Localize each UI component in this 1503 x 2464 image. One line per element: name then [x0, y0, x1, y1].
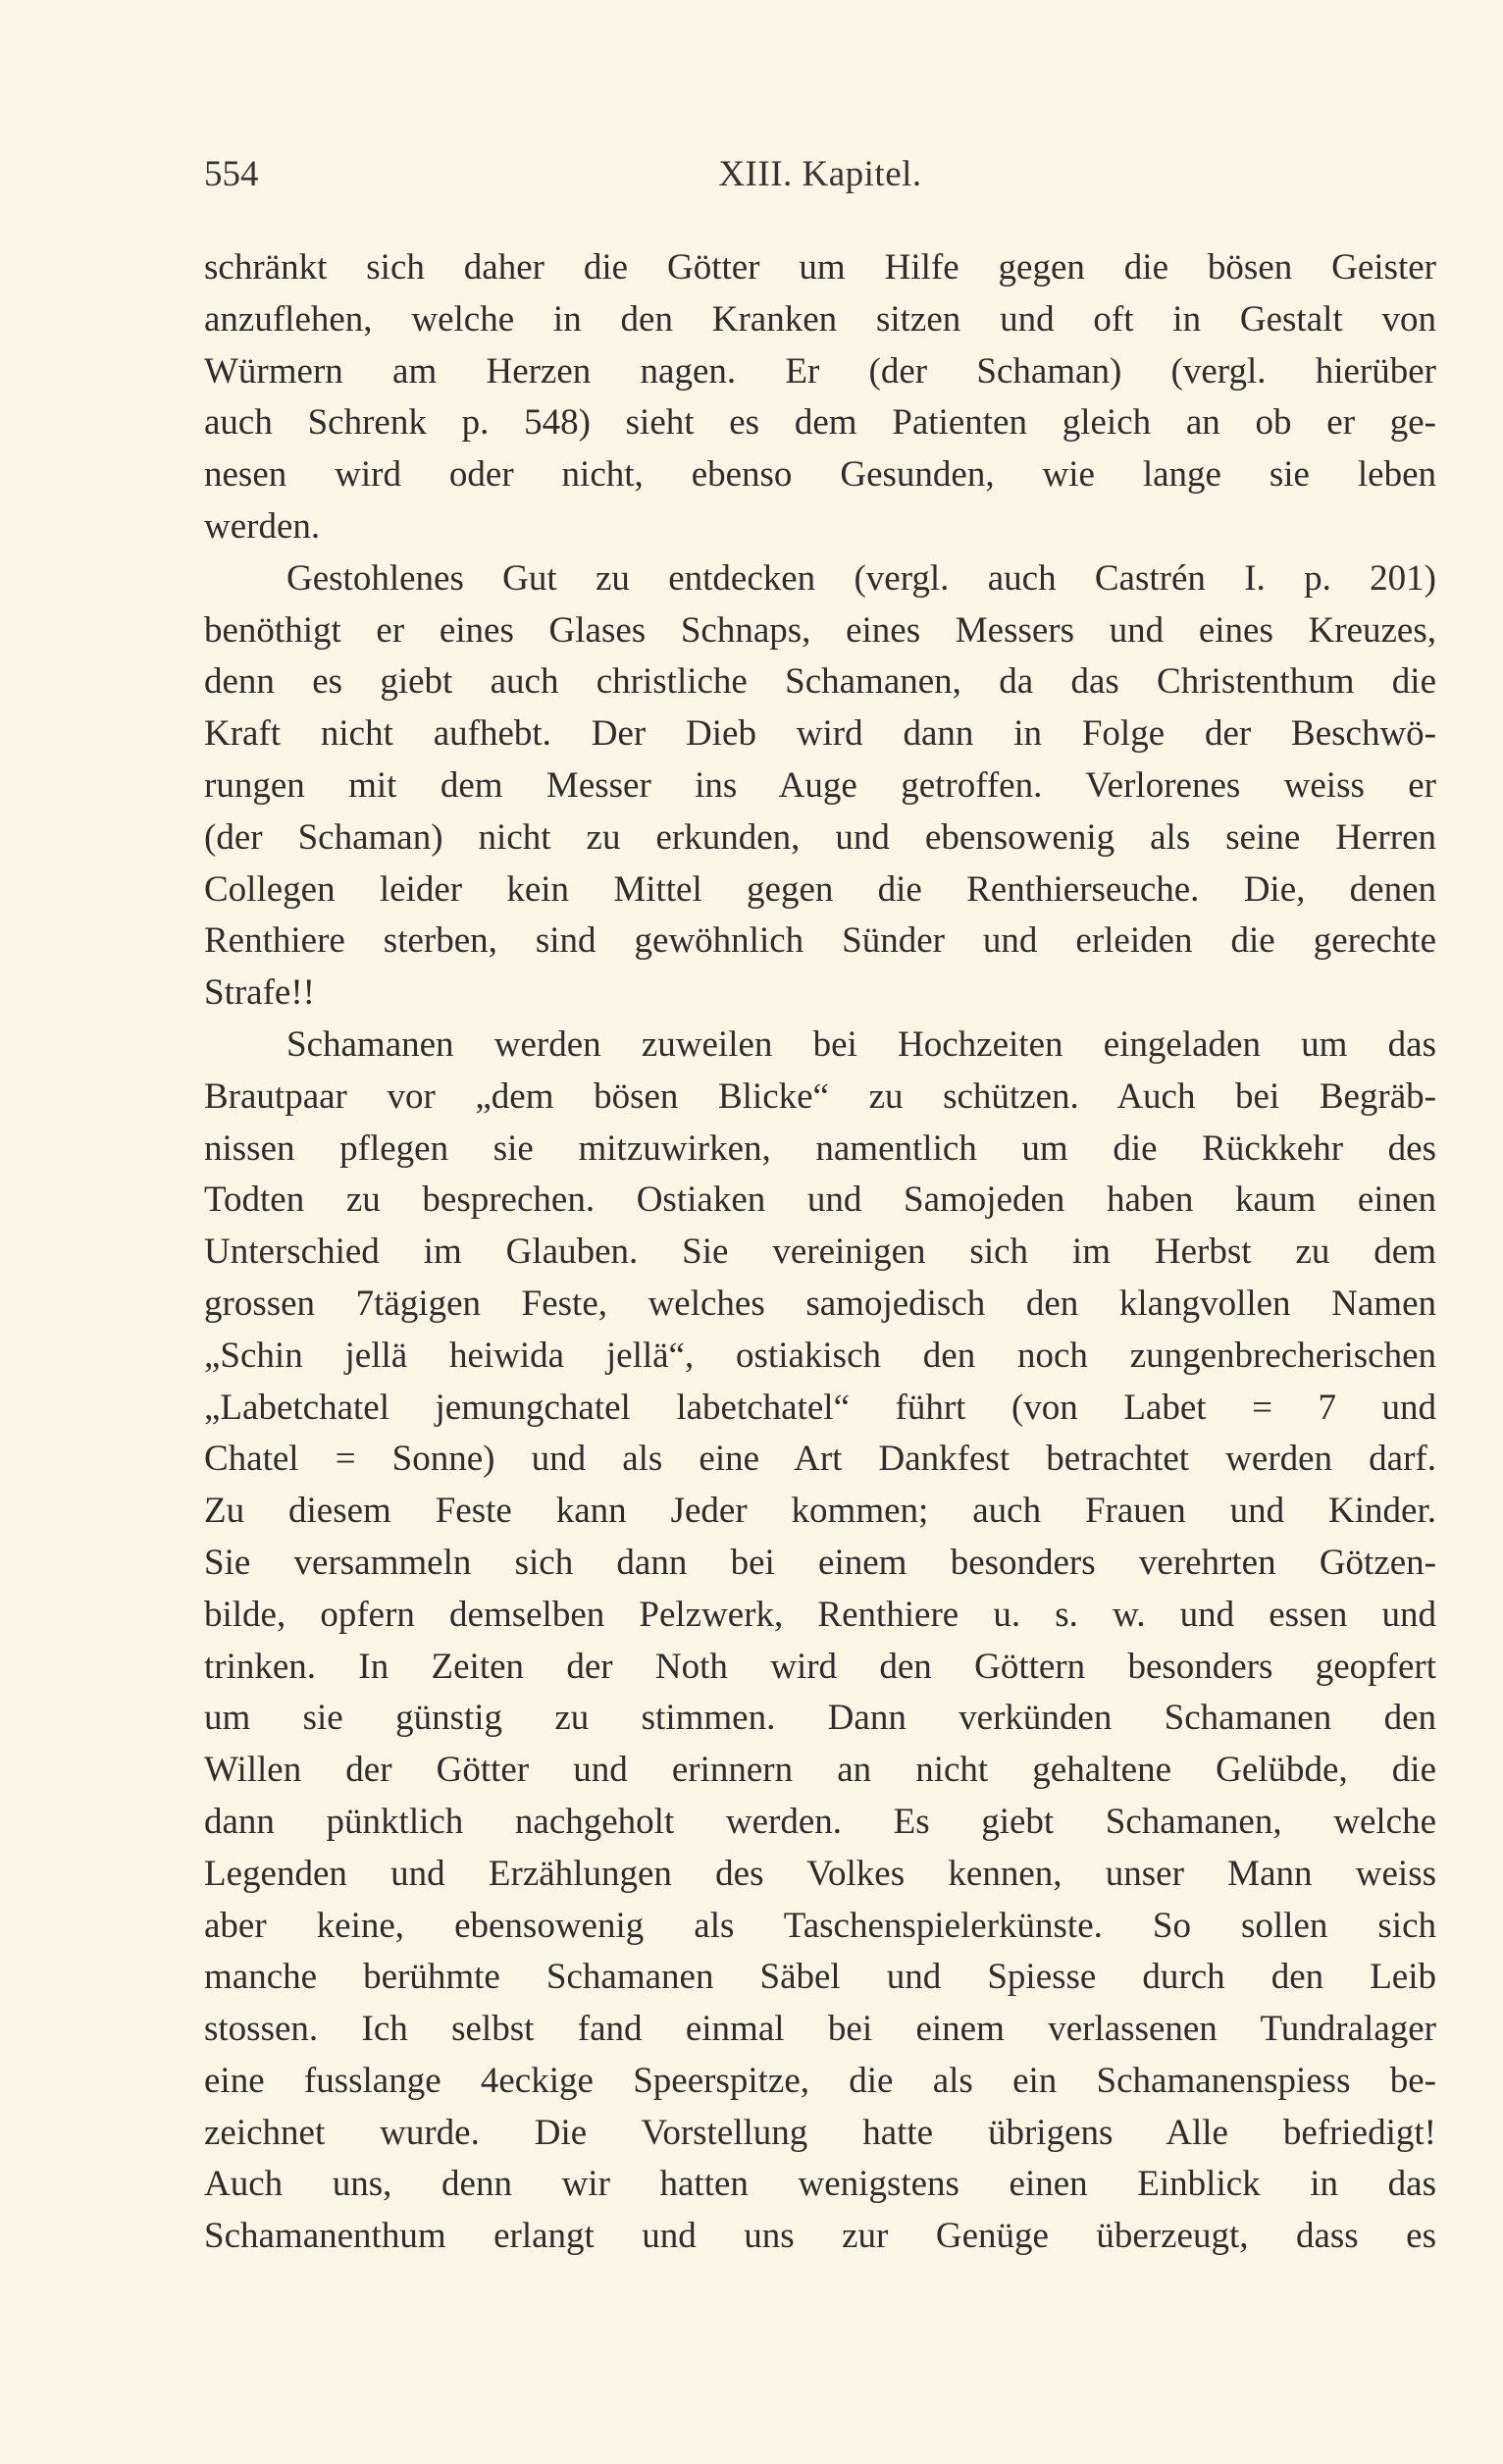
text-line: Willen der Götter und erinnern an nicht gehaltene Gelübde, die — [204, 1750, 1436, 1791]
text-line: werden. — [204, 505, 321, 547]
text-line: benöthigt er eines Glases Schnaps, eines Messers und eines Kreuzes, — [204, 609, 1436, 651]
text-line: rungen mit dem Messer ins Auge getroffen. Verlorenes weiss er — [204, 764, 1436, 806]
text-line: nissen pflegen sie mitzuwirken, namentlich um die Rückkehr des — [204, 1127, 1436, 1169]
text-line: nesen wird oder nicht, ebenso Gesunden, wie lange sie leben — [204, 454, 1436, 496]
text-line: bilde, opfern demselben Pelzwerk, Renthiere u. s. w. und essen und — [204, 1594, 1436, 1635]
text-line: „Labetchatel jemungchatel labetchatel“ führt (von Labet = 7 und — [204, 1387, 1436, 1428]
text-line: Chatel = Sonne) und als eine Art Dankfest betrachtet werden darf. — [204, 1439, 1436, 1480]
text-line: eine fusslange 4eckige Speerspitze, die als ein Schamanenspiess be- — [204, 2060, 1436, 2101]
page-header — [204, 147, 1436, 202]
text-line: stossen. Ich selbst fand einmal bei einem verlassenen Tundralager — [204, 2009, 1436, 2050]
text-line: Schamanenthum erlangt und uns zur Genüge überzeugt, dass es — [204, 2216, 1436, 2257]
text-line: Schamanen werden zuweilen bei Hochzeiten eingeladen um das — [286, 1023, 1436, 1065]
text-line: zeichnet wurde. Die Vorstellung hatte übrigens Alle befriedigt! — [204, 2112, 1436, 2153]
text-line: trinken. In Zeiten der Noth wird den Göttern besonders geopfert — [204, 1646, 1436, 1687]
text-line: Strafe!! — [204, 972, 315, 1014]
body-text — [204, 242, 1436, 2263]
paragraph — [204, 242, 1436, 553]
text-line: „Schin jellä heiwida jellä“, ostiakisch den noch zungenbrecherischen — [204, 1335, 1436, 1376]
paragraph — [204, 1020, 1436, 2263]
text-line: Sie versammeln sich dann bei einem besonders verehrten Götzen- — [204, 1542, 1436, 1583]
paragraph — [204, 553, 1436, 1020]
text-line: Legenden und Erzählungen des Volkes kennen, unser Mann weiss — [204, 1853, 1436, 1894]
text-line: denn es giebt auch christliche Schamanen, da das Christenthum die — [204, 661, 1436, 703]
page-number: 554 — [204, 154, 259, 194]
text-line: Würmern am Herzen nagen. Er (der Schaman) (vergl. hierüber — [204, 350, 1436, 392]
text-line: Auch uns, denn wir hatten wenigstens einen Einblick in das — [204, 2164, 1436, 2205]
text-line: Zu diesem Feste kann Jeder kommen; auch Frauen und Kinder. — [204, 1491, 1436, 1532]
text-line: um sie günstig zu stimmen. Dann verkünden Schamanen den — [204, 1698, 1436, 1739]
text-line: Renthiere sterben, sind gewöhnlich Sünder und erleiden die gerechte — [204, 920, 1436, 962]
text-line: dann pünktlich nachgeholt werden. Es giebt Schamanen, welche — [204, 1801, 1436, 1842]
text-line: Kraft nicht aufhebt. Der Dieb wird dann in Folge der Beschwö- — [204, 713, 1436, 755]
text-line: (der Schaman) nicht zu erkunden, und ebensowenig als seine Herren — [204, 816, 1436, 858]
text-line: Brautpaar vor „dem bösen Blicke“ zu schützen. Auch bei Begräb- — [204, 1075, 1436, 1117]
text-line: Collegen leider kein Mittel gegen die Renthierseuche. Die, denen — [204, 868, 1436, 910]
text-line: aber keine, ebensowenig als Taschenspielerkünste. So sollen sich — [204, 1905, 1436, 1946]
text-line: Unterschied im Glauben. Sie vereinigen sich im Herbst zu dem — [204, 1232, 1436, 1273]
text-line: auch Schrenk p. 548) sieht es dem Patienten gleich an ob er ge- — [204, 402, 1436, 444]
text-line: Todten zu besprechen. Ostiaken und Samojeden haben kaum einen — [204, 1180, 1436, 1221]
text-line: anzuflehen, welche in den Kranken sitzen und oft in Gestalt von — [204, 298, 1436, 340]
text-line: Gestohlenes Gut zu entdecken (vergl. auch Castrén I. p. 201) — [286, 557, 1436, 599]
text-line: manche berühmte Schamanen Säbel und Spiesse durch den Leib — [204, 1957, 1436, 1998]
text-line: schränkt sich daher die Götter um Hilfe gegen die bösen Geister — [204, 247, 1436, 288]
text-line: grossen 7tägigen Feste, welches samojedisch den klangvollen Namen — [204, 1283, 1436, 1324]
running-head: XIII. Kapitel. — [718, 154, 922, 194]
